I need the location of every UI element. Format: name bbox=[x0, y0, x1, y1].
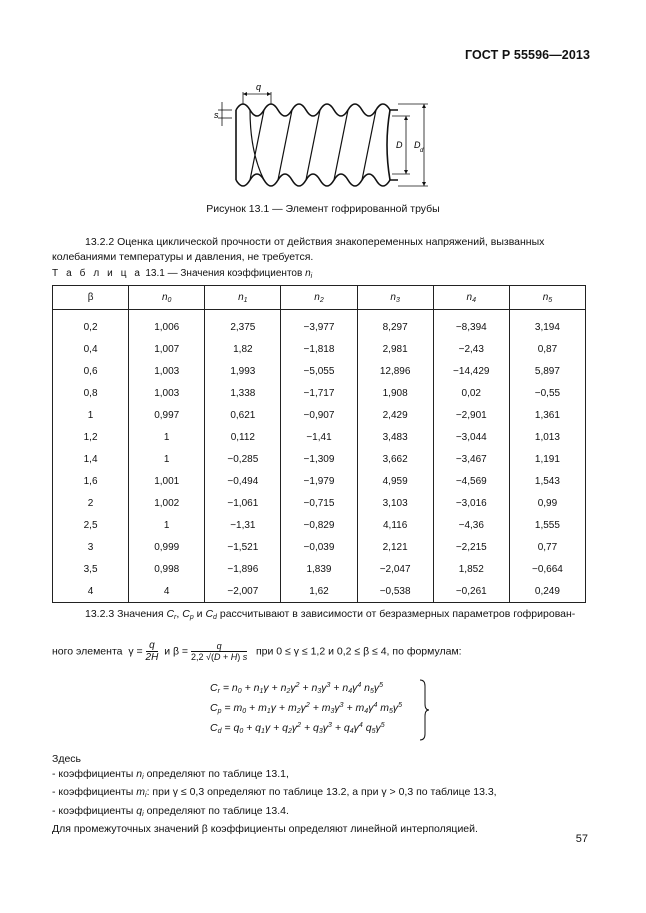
table-cell: 4,959 bbox=[357, 470, 433, 492]
table-cell: 3,483 bbox=[357, 426, 433, 448]
table-cell: 0,77 bbox=[509, 536, 585, 558]
table-cell: −3,467 bbox=[433, 448, 509, 470]
table-cell: 1 bbox=[129, 448, 205, 470]
table-cell: −4,36 bbox=[433, 514, 509, 536]
table-cell: 3,103 bbox=[357, 492, 433, 514]
table-cell: 1 bbox=[53, 404, 129, 426]
table-cell: 1,82 bbox=[205, 338, 281, 360]
table-cell: 0,999 bbox=[129, 536, 205, 558]
table-cell: −0,55 bbox=[509, 382, 585, 404]
table-header-3: $n_2$ bbox=[281, 286, 357, 310]
table-cell: −1,31 bbox=[205, 514, 281, 536]
table-cell: 3,5 bbox=[53, 558, 129, 580]
table-row bbox=[53, 360, 586, 382]
table-cell: 2,375 bbox=[205, 316, 281, 338]
table-cell: 2,981 bbox=[357, 338, 433, 360]
table-header-1: $n_0$ bbox=[129, 286, 205, 310]
table-cell: 1,908 bbox=[357, 382, 433, 404]
table-cell: −3,044 bbox=[433, 426, 509, 448]
table-cell: 1,361 bbox=[509, 404, 585, 426]
paragraph-13-2-3: 13.2.3 Значения $C_r$, $C_p$ и $C_d$ рассчитывают в зависимости от безразмерных параметров гофрирован- bbox=[85, 608, 576, 621]
table-cell: 4,116 bbox=[357, 514, 433, 536]
table-cell: −1,717 bbox=[281, 382, 357, 404]
table-cell: 2,429 bbox=[357, 404, 433, 426]
table-cell: 0,02 bbox=[433, 382, 509, 404]
table-row bbox=[53, 470, 586, 492]
table-row bbox=[53, 580, 586, 603]
table-row bbox=[53, 382, 586, 404]
table-cell: −1,979 bbox=[281, 470, 357, 492]
table-cell: 4 bbox=[129, 580, 205, 603]
table-row bbox=[53, 404, 586, 426]
paragraph-13-2-2: 13.2.2 Оценка циклической прочности от действия знакопеременных напряжений, вызванных колебаниями температуры и давления, не требуется. bbox=[52, 236, 545, 263]
formula-block: $C_r = n_0 + n_1\gamma + n_2\gamma^2 + n_3\gamma^3 + n_4\gamma^4$ $n_5\gamma^5$ $C_p = m_0 + m_1\gamma + m_2\gamma^2 + m_3\gamma^3 + m_4\gamma^4$ $m_5\gamma^5$ $C_d = q_0 + q_1\gamma + q_2\gamma^2 + q_3\gamma^3 + q_4\gamma^4$ $q_5\gamma^5$ bbox=[210, 682, 403, 735]
pipe-top-edge bbox=[236, 104, 398, 116]
figure-caption: Рисунок 13.1 — Элемент гофрированной трубы bbox=[206, 203, 440, 215]
table-cell: 1,2 bbox=[53, 426, 129, 448]
table-row bbox=[53, 514, 586, 536]
table-cell: −2,047 bbox=[357, 558, 433, 580]
table-cell: 0,112 bbox=[205, 426, 281, 448]
table-cell: −0,039 bbox=[281, 536, 357, 558]
table-row bbox=[53, 536, 586, 558]
table-cell: 3 bbox=[53, 536, 129, 558]
table-header-5: $n_4$ bbox=[433, 286, 509, 310]
right-brace bbox=[418, 678, 430, 742]
coefficients-table bbox=[52, 285, 586, 603]
table-row bbox=[53, 316, 586, 338]
table-cell: 4 bbox=[53, 580, 129, 603]
table-cell: 1,6 bbox=[53, 470, 129, 492]
table-cell: 1 bbox=[129, 514, 205, 536]
table-cell: −2,901 bbox=[433, 404, 509, 426]
notes-block: Здесь - коэффициенты $n_i$ определяют по таблице 13.1, - коэффициенты $m_i$: при γ ≤ 0,3 определяют по таблице 13.2, а при γ > 0,3 по таблице 13.3, - коэффициенты $q_i$ определяют по таблице 13.4. Для промежуточных значений β коэффициенты определяют линейной интерполяцией. bbox=[52, 753, 497, 835]
table-cell: 1,993 bbox=[205, 360, 281, 382]
table-cell: −2,215 bbox=[433, 536, 509, 558]
table-cell: 1,002 bbox=[129, 492, 205, 514]
table-cell: −1,521 bbox=[205, 536, 281, 558]
pipe-bottom-edge bbox=[236, 174, 398, 186]
table-cell: 2,5 bbox=[53, 514, 129, 536]
label-Dd: D bbox=[414, 140, 421, 150]
table-cell: 2 bbox=[53, 492, 129, 514]
table-cell: 8,297 bbox=[357, 316, 433, 338]
table-cell: 0,6 bbox=[53, 360, 129, 382]
table-cell: 3,194 bbox=[509, 316, 585, 338]
table-cell: −1,818 bbox=[281, 338, 357, 360]
table-cell: −0,538 bbox=[357, 580, 433, 603]
table-row bbox=[53, 492, 586, 514]
table-cell: 1,013 bbox=[509, 426, 585, 448]
table-cell: 1,003 bbox=[129, 382, 205, 404]
table-cell: 0,87 bbox=[509, 338, 585, 360]
table-cell: −3,016 bbox=[433, 492, 509, 514]
table-header-2: $n_1$ bbox=[205, 286, 281, 310]
table-cell: 1,006 bbox=[129, 316, 205, 338]
table-cell: −8,394 bbox=[433, 316, 509, 338]
label-Dd-sub: d bbox=[420, 148, 424, 154]
table-cell: 0,8 bbox=[53, 382, 129, 404]
table-cell: 1,338 bbox=[205, 382, 281, 404]
table-cell: 2,121 bbox=[357, 536, 433, 558]
table-cell: 1,839 bbox=[281, 558, 357, 580]
table-caption: Т а б л и ц а 13.1 — Значения коэффициентов $n_i$ bbox=[52, 268, 313, 280]
corrugated-pipe-figure bbox=[210, 80, 440, 205]
table-cell: 1,62 bbox=[281, 580, 357, 603]
table-cell: 1,543 bbox=[509, 470, 585, 492]
table-cell: −0,494 bbox=[205, 470, 281, 492]
table-cell: 1,001 bbox=[129, 470, 205, 492]
table-header-4: $n_3$ bbox=[357, 286, 433, 310]
page-number: 57 bbox=[575, 833, 588, 845]
table-cell: −0,664 bbox=[509, 558, 585, 580]
table-cell: −1,41 bbox=[281, 426, 357, 448]
table-cell: 0,99 bbox=[509, 492, 585, 514]
table-cell: 1,852 bbox=[433, 558, 509, 580]
table-cell: −3,977 bbox=[281, 316, 357, 338]
table-cell: −0,907 bbox=[281, 404, 357, 426]
table-cell: 1,007 bbox=[129, 338, 205, 360]
table-row bbox=[53, 558, 586, 580]
table-row bbox=[53, 338, 586, 360]
table-cell: −0,285 bbox=[205, 448, 281, 470]
table-cell: −0,261 bbox=[433, 580, 509, 603]
table-cell: −1,896 bbox=[205, 558, 281, 580]
table-row bbox=[53, 448, 586, 470]
table-cell: 1,4 bbox=[53, 448, 129, 470]
table-cell: −14,429 bbox=[433, 360, 509, 382]
label-D: D bbox=[396, 140, 403, 150]
table-cell: 0,998 bbox=[129, 558, 205, 580]
table-cell: 0,997 bbox=[129, 404, 205, 426]
table-cell: 1,555 bbox=[509, 514, 585, 536]
paragraph-13-2-3-line2: ного элемента γ = $\frac{q}{2H}$ и β = $\frac{q}{2,2 √(D + H) s}$ при 0 ≤ γ ≤ 1,2 и 0,2 ≤ β ≤ 4, по формулам: bbox=[52, 640, 462, 663]
table-cell: 1 bbox=[129, 426, 205, 448]
table-cell: 0,249 bbox=[509, 580, 585, 603]
table-cell: 5,897 bbox=[509, 360, 585, 382]
table-header-0: β bbox=[53, 286, 129, 310]
table-cell: 0,4 bbox=[53, 338, 129, 360]
table-cell: −2,007 bbox=[205, 580, 281, 603]
table-cell: −1,309 bbox=[281, 448, 357, 470]
table-cell: −1,061 bbox=[205, 492, 281, 514]
table-cell: −0,715 bbox=[281, 492, 357, 514]
table-row bbox=[53, 426, 586, 448]
table-cell: 0,2 bbox=[53, 316, 129, 338]
table-cell: −4,569 bbox=[433, 470, 509, 492]
table-cell: −5,055 bbox=[281, 360, 357, 382]
table-cell: −0,829 bbox=[281, 514, 357, 536]
table-cell: 0,621 bbox=[205, 404, 281, 426]
label-q: q bbox=[256, 82, 262, 92]
table-header-6: $n_5$ bbox=[509, 286, 585, 310]
table-cell: 1,191 bbox=[509, 448, 585, 470]
table-cell: 1,003 bbox=[129, 360, 205, 382]
table-cell: 12,896 bbox=[357, 360, 433, 382]
label-s: s bbox=[214, 110, 219, 120]
table-cell: 3,662 bbox=[357, 448, 433, 470]
document-code: ГОСТ Р 55596—2013 bbox=[464, 48, 590, 62]
table-cell: −2,43 bbox=[433, 338, 509, 360]
